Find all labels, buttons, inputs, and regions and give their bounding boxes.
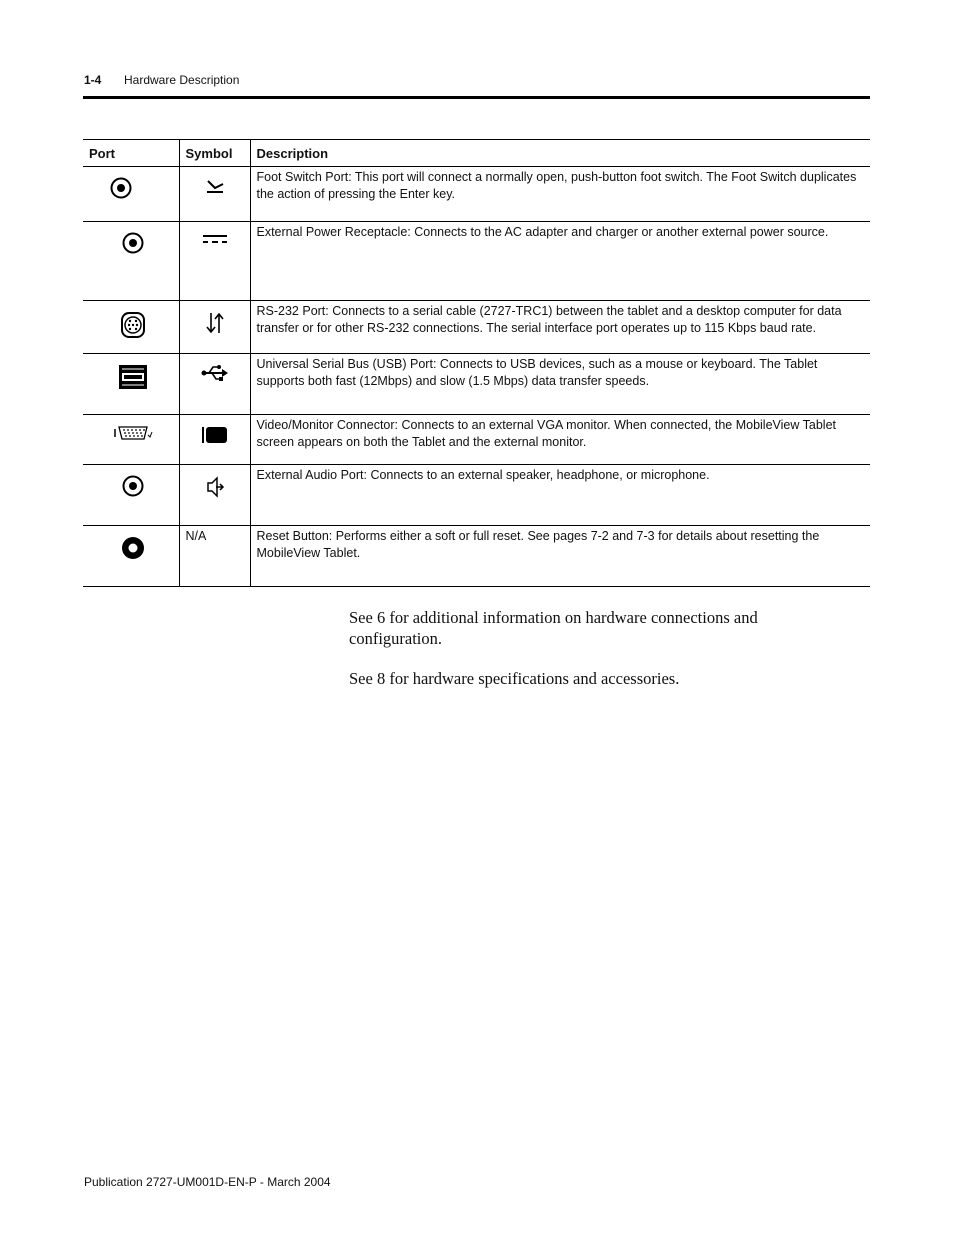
circle-dot-port-icon	[122, 475, 144, 497]
foot-switch-symbol-icon	[204, 177, 226, 197]
usb-symbol-icon	[201, 364, 229, 382]
usb-connector-port-icon	[118, 364, 148, 390]
table-row	[83, 167, 870, 222]
table-row	[83, 415, 870, 465]
table-row	[83, 301, 870, 354]
table-row	[83, 354, 870, 415]
table-row	[83, 465, 870, 526]
table-row	[83, 222, 870, 301]
description-cell: Universal Serial Bus (USB) Port: Connects to USB devices, such as a mouse or keyboard. The Tablet supports both fast (12Mbps) and slow (1.5 Mbps) data transfer speeds.	[250, 354, 870, 415]
symbol-cell	[179, 167, 250, 222]
table-row	[83, 526, 870, 587]
monitor-symbol-icon	[201, 425, 229, 445]
symbol-cell	[179, 465, 250, 526]
description-cell: Reset Button: Performs either a soft or full reset. See pages 7-2 and 7-3 for details about resetting the MobileView Tablet.	[250, 526, 870, 587]
port-cell	[83, 301, 179, 354]
description-cell: RS-232 Port: Connects to a serial cable (2727-TRC1) between the tablet and a desktop computer for data transfer or for other RS-232 connections. The serial interface port operates up to 115 Kbps baud rate.	[250, 301, 870, 354]
vga-connector-port-icon	[113, 425, 153, 441]
section-title: Hardware Description	[124, 73, 240, 87]
dc-power-symbol-icon	[202, 232, 228, 246]
speaker-symbol-icon	[205, 475, 225, 499]
body-paragraph: See 6 for additional information on hardware connections and configuration.	[349, 608, 758, 648]
serial-arrows-symbol-icon	[205, 311, 225, 335]
column-header-description: Description	[250, 140, 870, 167]
column-header-symbol: Symbol	[179, 140, 250, 167]
body-paragraph: See 8 for hardware specifications and accessories.	[349, 669, 680, 688]
page-number: 1-4	[84, 73, 102, 87]
symbol-cell-na: N/A	[179, 526, 250, 587]
circle-dot-port-icon	[122, 232, 144, 254]
reset-button-port-icon	[121, 536, 145, 560]
symbol-cell	[179, 415, 250, 465]
symbol-cell	[179, 222, 250, 301]
port-cell	[83, 222, 179, 301]
ports-table	[83, 139, 870, 587]
header-rule	[83, 96, 870, 99]
circle-dot-port-icon	[110, 177, 132, 199]
symbol-cell	[179, 354, 250, 415]
port-cell	[83, 354, 179, 415]
description-cell: Foot Switch Port: This port will connect a normally open, push-button foot switch. The Foot Switch duplicates the action of pressing the Enter key.	[250, 167, 870, 222]
port-cell	[83, 167, 179, 222]
serial-connector-port-icon	[120, 311, 146, 339]
port-cell	[83, 465, 179, 526]
column-header-port: Port	[83, 140, 179, 167]
description-cell: External Power Receptacle: Connects to the AC adapter and charger or another external power source.	[250, 222, 870, 301]
port-cell	[83, 526, 179, 587]
description-cell: External Audio Port: Connects to an external speaker, headphone, or microphone.	[250, 465, 870, 526]
table-header-row	[83, 140, 870, 167]
port-cell	[83, 415, 179, 465]
symbol-cell	[179, 301, 250, 354]
footer-publication: Publication 2727-UM001D-EN-P - March 2004	[84, 1175, 331, 1189]
description-cell: Video/Monitor Connector: Connects to an external VGA monitor. When connected, the MobileView Tablet screen appears on both the Tablet and the external monitor.	[250, 415, 870, 465]
